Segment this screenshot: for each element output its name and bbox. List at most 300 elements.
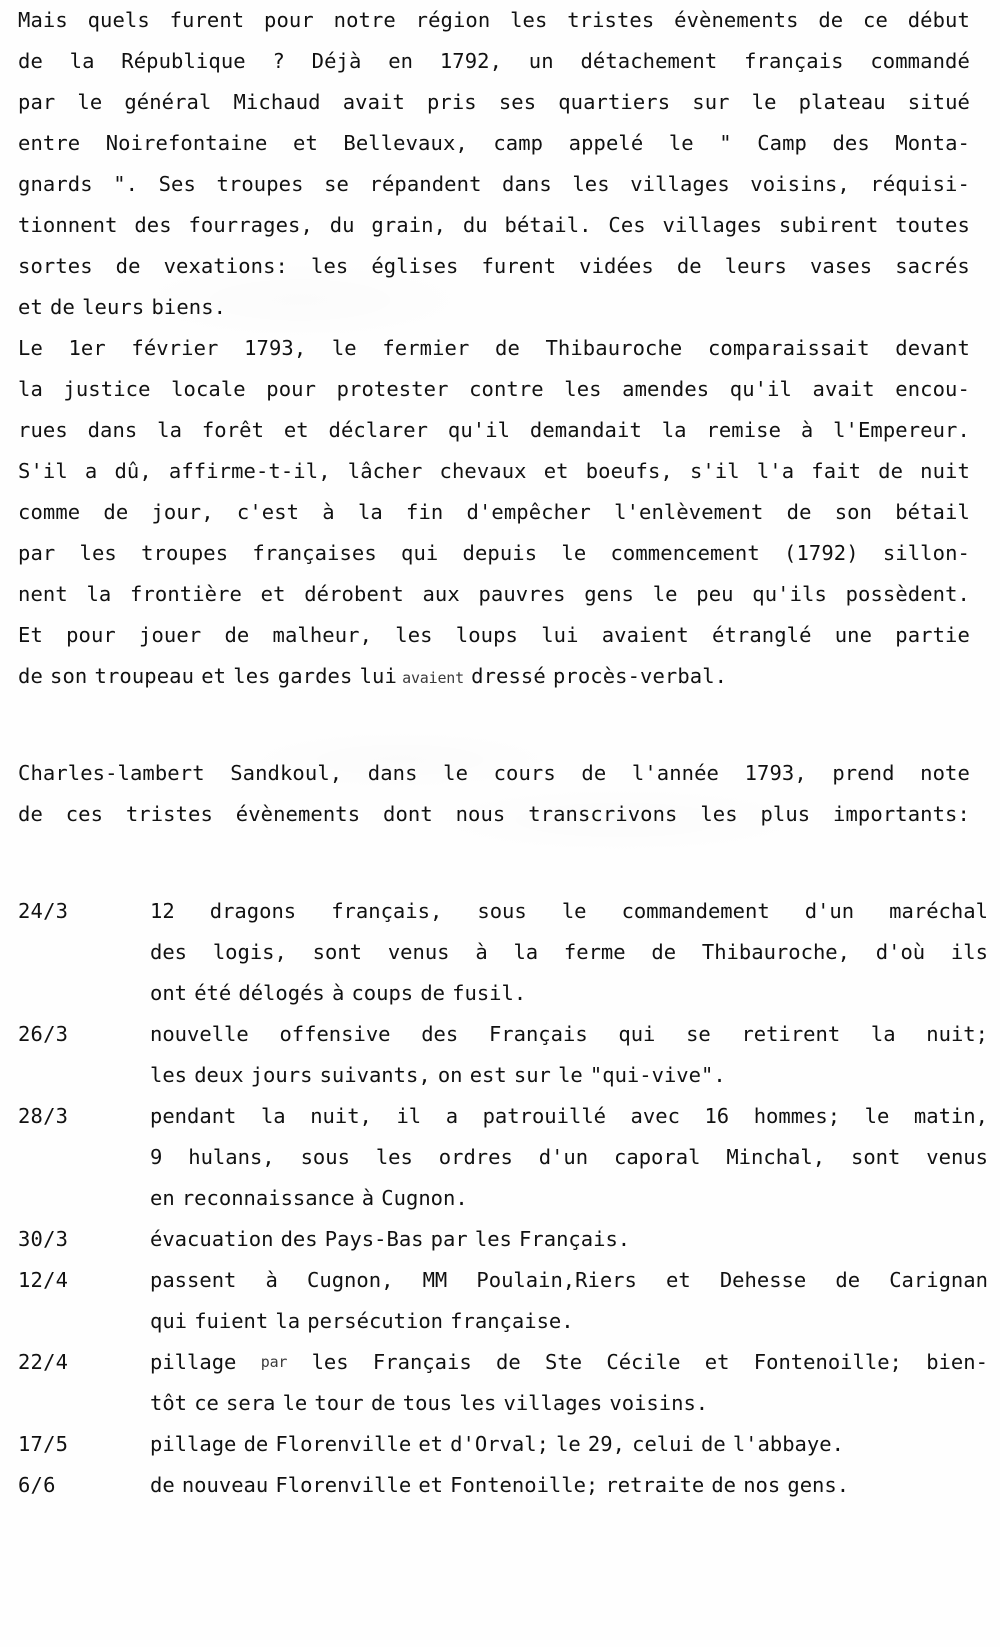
word: l'abbaye.	[732, 1432, 844, 1456]
word: Sandkoul,	[230, 761, 343, 785]
word: Cugnon.	[381, 1186, 468, 1210]
word: frontière	[130, 582, 242, 606]
chronicle-spacer	[18, 835, 970, 891]
faint-word: par	[260, 1353, 288, 1371]
word: Charles-lambert	[18, 761, 205, 785]
word: l'année	[631, 761, 719, 785]
word: français,	[331, 899, 443, 923]
word: les	[395, 623, 433, 647]
word: la	[157, 418, 183, 442]
word: venus	[926, 1145, 988, 1169]
word: tôt	[150, 1391, 188, 1415]
word: l'Empereur.	[833, 418, 970, 442]
word: églises	[371, 254, 459, 278]
word: avec	[630, 1104, 680, 1128]
word: de	[496, 1350, 521, 1374]
word: Ces	[608, 213, 646, 237]
word: jours	[250, 1063, 313, 1087]
text-line	[18, 0, 970, 41]
word: la	[357, 500, 383, 524]
word: du	[329, 213, 355, 237]
word: françaises	[252, 541, 377, 565]
word: 1792,	[439, 49, 503, 73]
word: encou-	[895, 377, 970, 401]
word: de	[420, 981, 445, 1005]
entry-date: 26/3	[18, 1022, 69, 1046]
text-line	[18, 205, 970, 246]
word: avaient	[601, 623, 689, 647]
word: ce	[863, 8, 888, 32]
word: pour	[66, 623, 116, 647]
word: les	[311, 1350, 349, 1374]
word: quels	[87, 8, 150, 32]
word: la	[260, 1104, 286, 1128]
entry-date: 6/6	[18, 1473, 56, 1497]
word: dressé	[471, 664, 546, 688]
word: qui	[401, 541, 439, 565]
word: et	[201, 664, 227, 688]
word: sous	[300, 1145, 350, 1169]
chronicle-entry-line	[18, 1260, 988, 1301]
word: situé	[907, 90, 970, 114]
chronicle-entry-line	[18, 1424, 970, 1465]
word: par	[18, 90, 56, 114]
word: a	[445, 1104, 459, 1128]
entry-date: 30/3	[18, 1227, 69, 1251]
word: de	[711, 1473, 737, 1497]
word: à	[361, 1186, 375, 1210]
text-line	[18, 794, 970, 835]
chronicle-entry-line	[18, 932, 988, 973]
word: 1793,	[744, 761, 807, 785]
word: "qui-vive".	[589, 1063, 726, 1087]
word: le	[556, 1432, 581, 1456]
word: retraite	[605, 1473, 705, 1497]
word: le	[558, 1063, 583, 1087]
word: il	[396, 1104, 422, 1128]
word: Ses	[158, 172, 196, 196]
word: à	[800, 418, 814, 442]
entry-date: 22/4	[18, 1350, 69, 1374]
chronicle-entry-line	[18, 1383, 970, 1424]
word: nuit;	[926, 1022, 988, 1046]
word: de	[50, 295, 75, 319]
word: à	[331, 981, 345, 1005]
word: de	[786, 500, 812, 524]
word: des	[421, 1022, 459, 1046]
word: détachement	[580, 49, 718, 73]
word: suivants,	[319, 1063, 431, 1087]
text-line	[18, 123, 970, 164]
word: le	[864, 1104, 890, 1128]
word: subirent	[778, 213, 879, 237]
word: matin,	[913, 1104, 988, 1128]
word: jouer	[139, 623, 202, 647]
word: vidées	[579, 254, 654, 278]
word: de	[835, 1268, 861, 1292]
word: commandement	[621, 899, 770, 923]
word: remise	[706, 418, 782, 442]
word: s'il	[689, 459, 740, 483]
word: quartiers	[558, 90, 671, 114]
word: sont	[851, 1145, 901, 1169]
word: de	[495, 336, 520, 360]
word: le	[331, 336, 357, 360]
faint-word: avaient	[402, 669, 464, 687]
word: sur	[513, 1063, 551, 1087]
word: villages	[662, 213, 763, 237]
word: note	[920, 761, 970, 785]
word: qui	[618, 1022, 656, 1046]
text-line	[18, 82, 970, 123]
word: nuit	[920, 459, 970, 483]
word: à	[475, 940, 488, 964]
entry-text	[150, 973, 988, 1014]
chronicle-list	[18, 891, 988, 1506]
word: bien-	[926, 1350, 988, 1374]
entry-date: 17/5	[18, 1432, 69, 1456]
word: contre	[469, 377, 544, 401]
word: de	[243, 1432, 269, 1456]
word: voisins.	[609, 1391, 709, 1415]
word: pillage	[150, 1432, 237, 1456]
word: forêt	[201, 418, 265, 442]
word: biens.	[151, 295, 227, 319]
word: comparaissait	[707, 336, 870, 360]
chronicle-entry-line	[18, 1219, 970, 1260]
word: importants:	[833, 802, 970, 826]
entry-text	[150, 891, 988, 932]
word: 12	[150, 899, 175, 923]
word: ?	[272, 49, 285, 73]
word: les	[572, 172, 610, 196]
word: bétail	[895, 500, 970, 524]
word: devant	[895, 336, 970, 360]
word: République	[121, 49, 246, 73]
word: plus	[760, 802, 811, 826]
word: malheur,	[272, 623, 373, 647]
word: évènements	[235, 802, 361, 826]
word: ils	[950, 940, 988, 964]
word: tristes	[125, 802, 213, 826]
word: les	[375, 1145, 413, 1169]
entry-text	[150, 1219, 988, 1260]
word: pris	[426, 90, 477, 114]
word: étranglé	[712, 623, 812, 647]
word: locale	[171, 377, 246, 401]
word: "	[719, 131, 732, 155]
word: troupes	[141, 541, 229, 565]
word: par	[430, 1227, 468, 1251]
word: furent	[169, 8, 245, 32]
word: Fontenoille;	[450, 1473, 599, 1497]
word: général	[124, 90, 212, 114]
word: d'un	[538, 1145, 589, 1169]
word: commandé	[870, 49, 970, 73]
word: deux	[194, 1063, 244, 1087]
word: début	[907, 8, 970, 32]
word: de	[651, 940, 677, 964]
word: nos	[743, 1473, 781, 1497]
word: Cécile	[606, 1350, 681, 1374]
text-line	[18, 410, 970, 451]
word: le	[282, 1391, 308, 1415]
word: des	[280, 1227, 318, 1251]
word: les	[79, 541, 117, 565]
word: sacrés	[895, 254, 970, 278]
word: leurs	[82, 295, 145, 319]
word: de	[115, 254, 141, 278]
word: qu'ils	[752, 582, 827, 606]
word: son	[50, 664, 88, 688]
word: Florenville	[275, 1432, 412, 1456]
word: appelé	[568, 131, 644, 155]
word: depuis	[462, 541, 538, 565]
word: possèdent.	[845, 582, 970, 606]
word: ses	[498, 90, 537, 114]
chronicle-entry-line	[18, 1137, 988, 1178]
word: nous	[455, 802, 506, 826]
entry-text	[150, 1342, 988, 1383]
word: sillon-	[882, 541, 970, 565]
word: toutes	[895, 213, 970, 237]
word: Le	[18, 336, 43, 360]
word: villages	[503, 1391, 603, 1415]
word: en	[150, 1186, 175, 1210]
word: été	[194, 981, 232, 1005]
entry-text	[150, 1055, 988, 1096]
word: camp	[493, 131, 544, 155]
word: vexations:	[163, 254, 288, 278]
entry-text	[150, 1260, 988, 1301]
word: Carignan	[889, 1268, 988, 1292]
word: gens	[584, 582, 635, 606]
entry-text	[150, 1178, 988, 1219]
word: Français.	[519, 1227, 631, 1251]
word: et	[418, 1432, 444, 1456]
word: 1793,	[244, 336, 307, 360]
word: bétail.	[504, 213, 592, 237]
word: délogés	[238, 981, 325, 1005]
word: fait	[811, 459, 862, 483]
word: transcrivons	[528, 802, 678, 826]
word: dû,	[114, 459, 152, 483]
text-line	[18, 328, 970, 369]
word: les	[233, 664, 271, 688]
word: d'où	[875, 940, 926, 964]
word: ".	[113, 172, 139, 196]
word: procès-verbal.	[552, 664, 728, 688]
word: nent	[18, 582, 68, 606]
word: Bellevaux,	[343, 131, 468, 155]
word: MM	[422, 1268, 448, 1292]
word: lui	[359, 664, 397, 688]
text-line	[18, 753, 970, 794]
word: offensive	[279, 1022, 391, 1046]
paragraph	[18, 656, 970, 697]
word: en	[388, 49, 414, 73]
word: le	[668, 131, 694, 155]
word: villages	[630, 172, 730, 196]
word: et	[283, 418, 309, 442]
text-line	[18, 41, 970, 82]
word: reconnaissance	[181, 1186, 355, 1210]
word: gens.	[787, 1473, 850, 1497]
word: pour	[264, 8, 314, 32]
word: rues	[18, 418, 68, 442]
word: demandait	[529, 418, 642, 442]
word: évènements	[674, 8, 799, 32]
paragraph	[18, 328, 970, 656]
word: S'il	[18, 459, 68, 483]
word: qui	[150, 1309, 188, 1333]
word: la	[69, 49, 95, 73]
word: 1er	[68, 336, 106, 360]
word: dans	[87, 418, 138, 442]
word: de	[581, 761, 607, 785]
word: pour	[266, 377, 317, 401]
word: maréchal	[889, 899, 988, 923]
word: et	[704, 1350, 730, 1374]
word: Monta-	[895, 131, 970, 155]
word: dont	[383, 802, 433, 826]
word: prend	[832, 761, 895, 785]
word: dans	[367, 761, 418, 785]
word: Mais	[18, 8, 68, 32]
word: justice	[63, 377, 151, 401]
word: la	[18, 377, 43, 401]
document-body-text	[18, 0, 988, 1506]
word: voisins,	[750, 172, 850, 196]
word: celui	[632, 1432, 694, 1456]
word: hulans,	[188, 1145, 275, 1169]
word: leurs	[724, 254, 787, 278]
word: sous	[477, 899, 527, 923]
word: février	[131, 336, 219, 360]
word: par	[18, 541, 56, 565]
word: fusil.	[452, 981, 527, 1005]
word: d'empêcher	[466, 500, 591, 524]
word: aux	[422, 582, 460, 606]
word: de	[224, 623, 250, 647]
word: Ste	[545, 1350, 583, 1374]
entry-text	[150, 1014, 988, 1055]
word: Florenville	[275, 1473, 412, 1497]
word: ont	[150, 981, 188, 1005]
word: boeufs,	[585, 459, 673, 483]
word: déclarer	[328, 418, 429, 442]
word: français	[744, 49, 844, 73]
word: troupeau	[94, 664, 195, 688]
word: dragons	[209, 899, 297, 923]
word: le	[751, 90, 777, 114]
entry-text	[150, 1137, 988, 1178]
chronicle-entry-line	[18, 1178, 970, 1219]
word: française.	[450, 1309, 574, 1333]
word: lui	[541, 623, 579, 647]
word: partie	[895, 623, 970, 647]
word: nuit,	[310, 1104, 372, 1128]
word: notre	[333, 8, 396, 32]
chronicle-entry-line	[18, 1014, 988, 1055]
word: 16	[704, 1104, 730, 1128]
word: commencement	[610, 541, 760, 565]
word: hommes;	[753, 1104, 841, 1128]
text-line	[18, 492, 970, 533]
chronicle-entry-line	[18, 891, 988, 932]
word: Cugnon,	[307, 1268, 394, 1292]
word: comme	[18, 500, 81, 524]
word: Français	[372, 1350, 472, 1374]
word: Poulain,Riers	[476, 1268, 637, 1292]
word: 29,	[587, 1432, 625, 1456]
paragraph	[18, 0, 970, 328]
word: furent	[481, 254, 557, 278]
word: persécution	[307, 1309, 444, 1333]
word: passent	[150, 1268, 237, 1292]
entry-text	[150, 1383, 988, 1424]
entry-text	[150, 932, 988, 973]
word: répandent	[369, 172, 482, 196]
word: troupes	[216, 172, 304, 196]
word: l'a	[756, 459, 795, 483]
word: ferme	[563, 940, 626, 964]
word: d'un	[804, 899, 855, 923]
paragraph-spacer	[18, 697, 970, 753]
word: les	[311, 254, 349, 278]
word: des	[150, 940, 188, 964]
text-line	[18, 533, 970, 574]
word: protester	[336, 377, 449, 401]
word: sur	[692, 90, 730, 114]
word: les	[474, 1227, 512, 1251]
word: la	[661, 418, 687, 442]
word: la	[86, 582, 112, 606]
chronicle-entry-line	[18, 1342, 988, 1383]
word: gnards	[18, 172, 93, 196]
word: Minchal,	[726, 1145, 826, 1169]
paragraph	[18, 753, 970, 835]
word: et	[18, 295, 43, 319]
word: coups	[351, 981, 414, 1005]
word: affirme-t-il,	[168, 459, 331, 483]
entry-date: 28/3	[18, 1104, 69, 1128]
entry-text	[150, 1465, 988, 1506]
word: sera	[226, 1391, 276, 1415]
word: dérobent	[304, 582, 404, 606]
word: chevaux	[439, 459, 527, 483]
word: de	[818, 8, 844, 32]
word: jour,	[151, 500, 214, 524]
word: tionnent	[18, 213, 118, 237]
word: amendes	[622, 377, 710, 401]
word: la	[275, 1309, 301, 1333]
word: à	[322, 500, 335, 524]
word: réquisi-	[870, 172, 970, 196]
word: et	[666, 1268, 691, 1292]
word: les	[150, 1063, 188, 1087]
word: son	[834, 500, 873, 524]
word: de	[370, 1391, 396, 1415]
word: une	[834, 623, 873, 647]
word: peu	[696, 582, 734, 606]
word: fermier	[382, 336, 470, 360]
word: de	[676, 254, 702, 278]
word: avait	[812, 377, 875, 401]
word: se	[324, 172, 349, 196]
word: d'Orval;	[450, 1432, 549, 1456]
word: avait	[342, 90, 405, 114]
